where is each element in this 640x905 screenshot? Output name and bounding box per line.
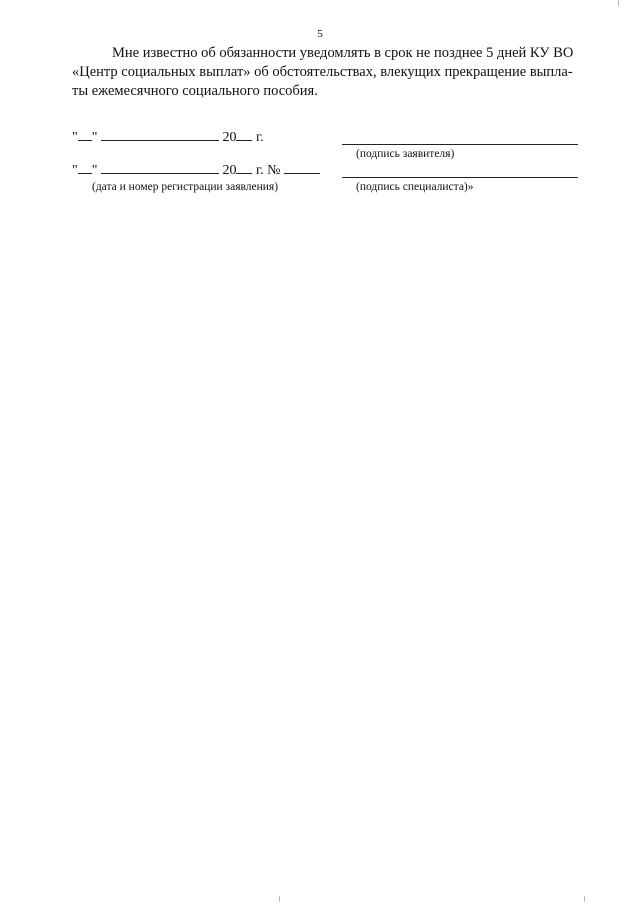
- page-number: 5: [317, 28, 323, 40]
- scan-mark-bottom-right: [584, 896, 585, 902]
- scan-mark-bottom-center: [279, 896, 280, 902]
- applicant-signature-caption: (подпись заявителя): [356, 148, 455, 160]
- notice-line-2: «Центр социальных выплат» об обстоятельствах, влекущих прекращение выпла-: [72, 64, 573, 80]
- applicant-year-blank[interactable]: [236, 128, 252, 141]
- specialist-signature-caption: (подпись специалиста)»: [356, 181, 474, 193]
- applicant-quote-close: ": [91, 130, 98, 145]
- applicant-date-row: [72, 128, 264, 146]
- specialist-quote-close: ": [91, 163, 98, 178]
- notice-paragraph: [72, 44, 608, 101]
- specialist-year-prefix: 20: [222, 163, 237, 178]
- scan-mark-top-right: [618, 0, 619, 6]
- notice-line-1: Мне известно об обязанности уведомлять в срок не позднее 5 дней КУ ВО: [112, 45, 574, 61]
- notice-line-3: ты ежемесячного социального пособия.: [72, 83, 318, 99]
- specialist-month-blank[interactable]: [101, 161, 219, 174]
- applicant-year-suffix: г.: [255, 130, 264, 145]
- applicant-day-blank[interactable]: [78, 128, 92, 141]
- specialist-number-blank[interactable]: [284, 161, 320, 174]
- registration-caption: (дата и номер регистрации заявления): [92, 181, 279, 193]
- applicant-quote-open: ": [72, 130, 78, 145]
- specialist-year-suffix: г. №: [255, 163, 281, 178]
- specialist-day-blank[interactable]: [78, 161, 92, 174]
- specialist-year-blank[interactable]: [236, 161, 252, 174]
- applicant-year-prefix: 20: [222, 130, 237, 145]
- specialist-signature-line[interactable]: [342, 177, 578, 178]
- specialist-quote-open: ": [72, 163, 78, 178]
- applicant-month-blank[interactable]: [101, 128, 219, 141]
- specialist-date-row: [72, 161, 320, 179]
- applicant-signature-line[interactable]: [342, 144, 578, 145]
